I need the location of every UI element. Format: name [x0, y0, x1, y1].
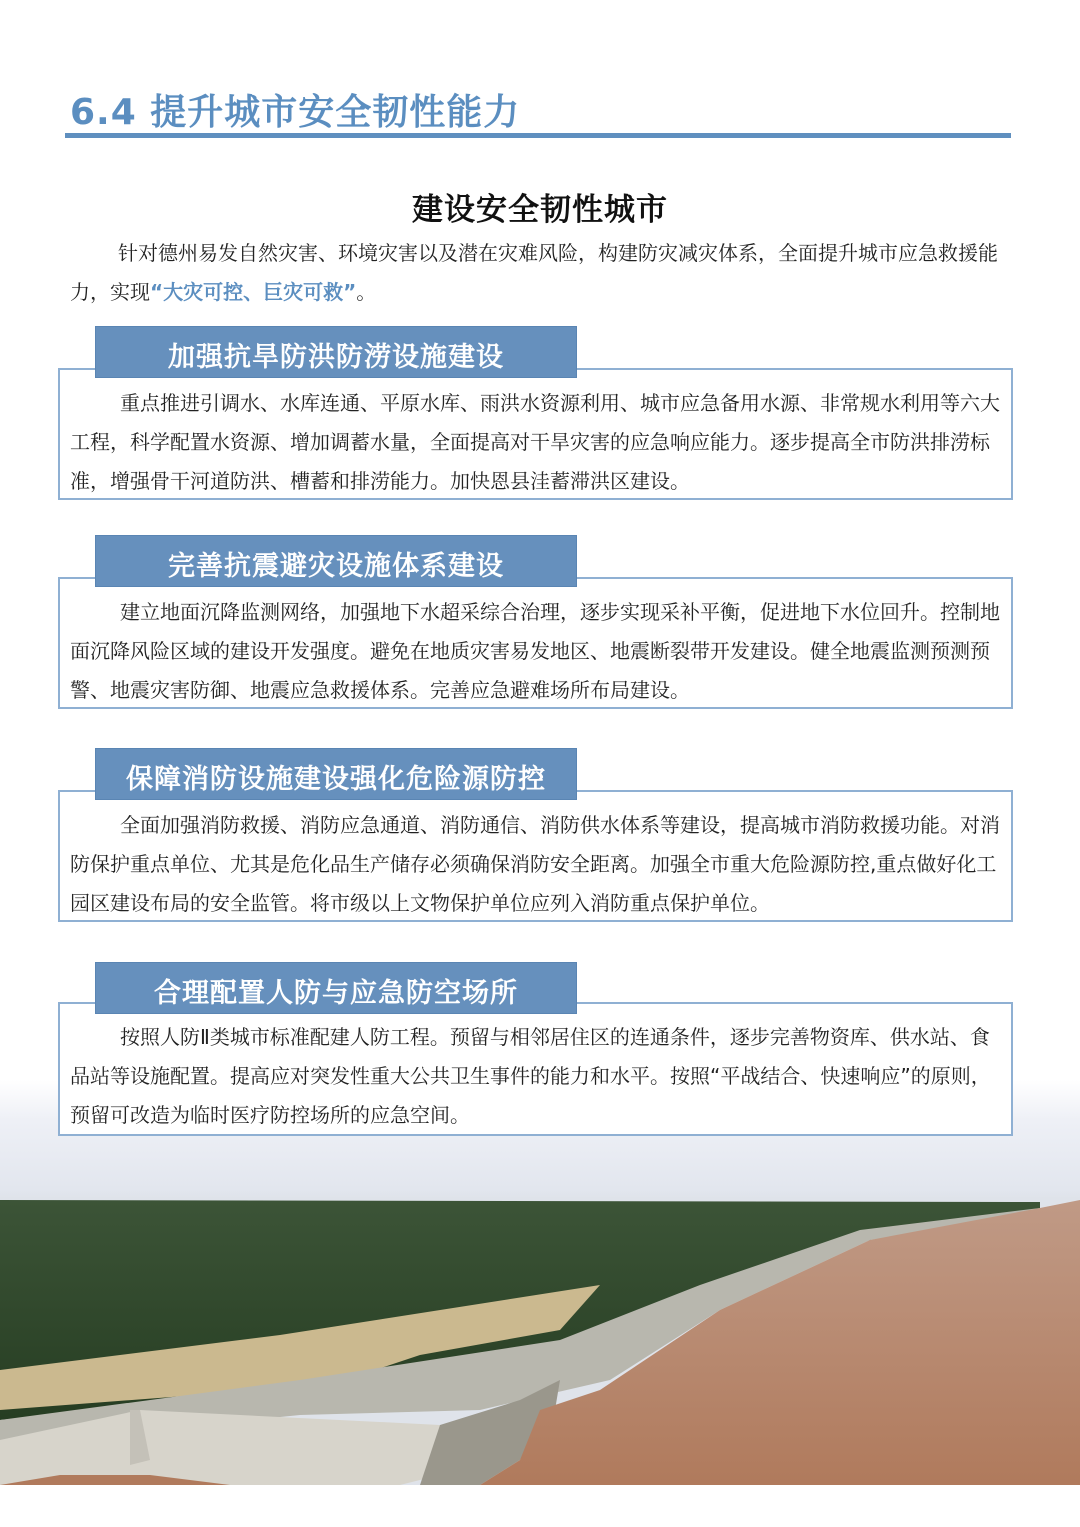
section-body	[60, 370, 1011, 501]
page-heading: 建设安全韧性城市	[412, 192, 668, 228]
title-divider	[65, 133, 1011, 138]
intro-text: 针对德州易发自然灾害、环境灾害以及潜在灾难风险，构建防灾减灾体系，全面提升城市应急救援能力，实现	[70, 241, 998, 304]
intro-highlight: “大灾可控、巨灾可救”	[150, 280, 357, 304]
section-tag: 完善抗震避灾设施体系建设	[95, 535, 577, 587]
section-body	[60, 579, 1011, 710]
section-text: 按照人防Ⅱ类城市标准配建人防工程。预留与相邻居住区的连通条件，逐步完善物资库、供水站、食品站等设施配置。提高应对突发性重大公共卫生事件的能力和水平。按照“平战结合、快速响应”的原则，预留可改造为临时医疗防控场所的应急空间。	[70, 1025, 991, 1127]
section-frame	[58, 368, 1013, 500]
section-tag: 加强抗旱防洪防涝设施建设	[95, 326, 577, 378]
intro-paragraph	[70, 234, 1010, 312]
section-body	[60, 792, 1011, 923]
section-frame	[58, 577, 1013, 709]
section-text: 全面加强消防救援、消防应急通道、消防通信、消防供水体系等建设，提高城市消防救援功能。对消防保护重点单位、尤其是危化品生产储存必须确保消防安全距离。加强全市重大危险源防控,重点做好化工园区建设布局的安全监管。将市级以上文物保护单位应列入消防重点保护单位。	[70, 813, 1000, 915]
embankment-illustration	[0, 1080, 1080, 1485]
section-tag: 合理配置人防与应急防空场所	[95, 962, 577, 1014]
intro-end: 。	[356, 280, 377, 304]
riverbank-photo	[0, 1080, 1080, 1485]
section-frame	[58, 1002, 1013, 1136]
section-text: 重点推进引调水、水库连通、平原水库、雨洪水资源利用、城市应急备用水源、非常规水利用等六大工程，科学配置水资源、增加调蓄水量，全面提高对干旱灾害的应急响应能力。逐步提高全市防洪排涝标准，增强骨干河道防洪、槽蓄和排涝能力。加快恩县洼蓄滞洪区建设。	[70, 391, 1000, 493]
section-frame	[58, 790, 1013, 922]
section-body	[60, 1004, 1011, 1135]
section-tag: 保障消防设施建设强化危险源防控	[95, 748, 577, 800]
section-title: 6.4 提升城市安全韧性能力	[70, 92, 521, 133]
section-text: 建立地面沉降监测网络，加强地下水超采综合治理，逐步实现采补平衡，促进地下水位回升。控制地面沉降风险区域的建设开发强度。避免在地质灾害易发地区、地震断裂带开发建设。健全地震监测预测预警、地震灾害防御、地震应急救援体系。完善应急避难场所布局建设。	[70, 600, 1000, 702]
